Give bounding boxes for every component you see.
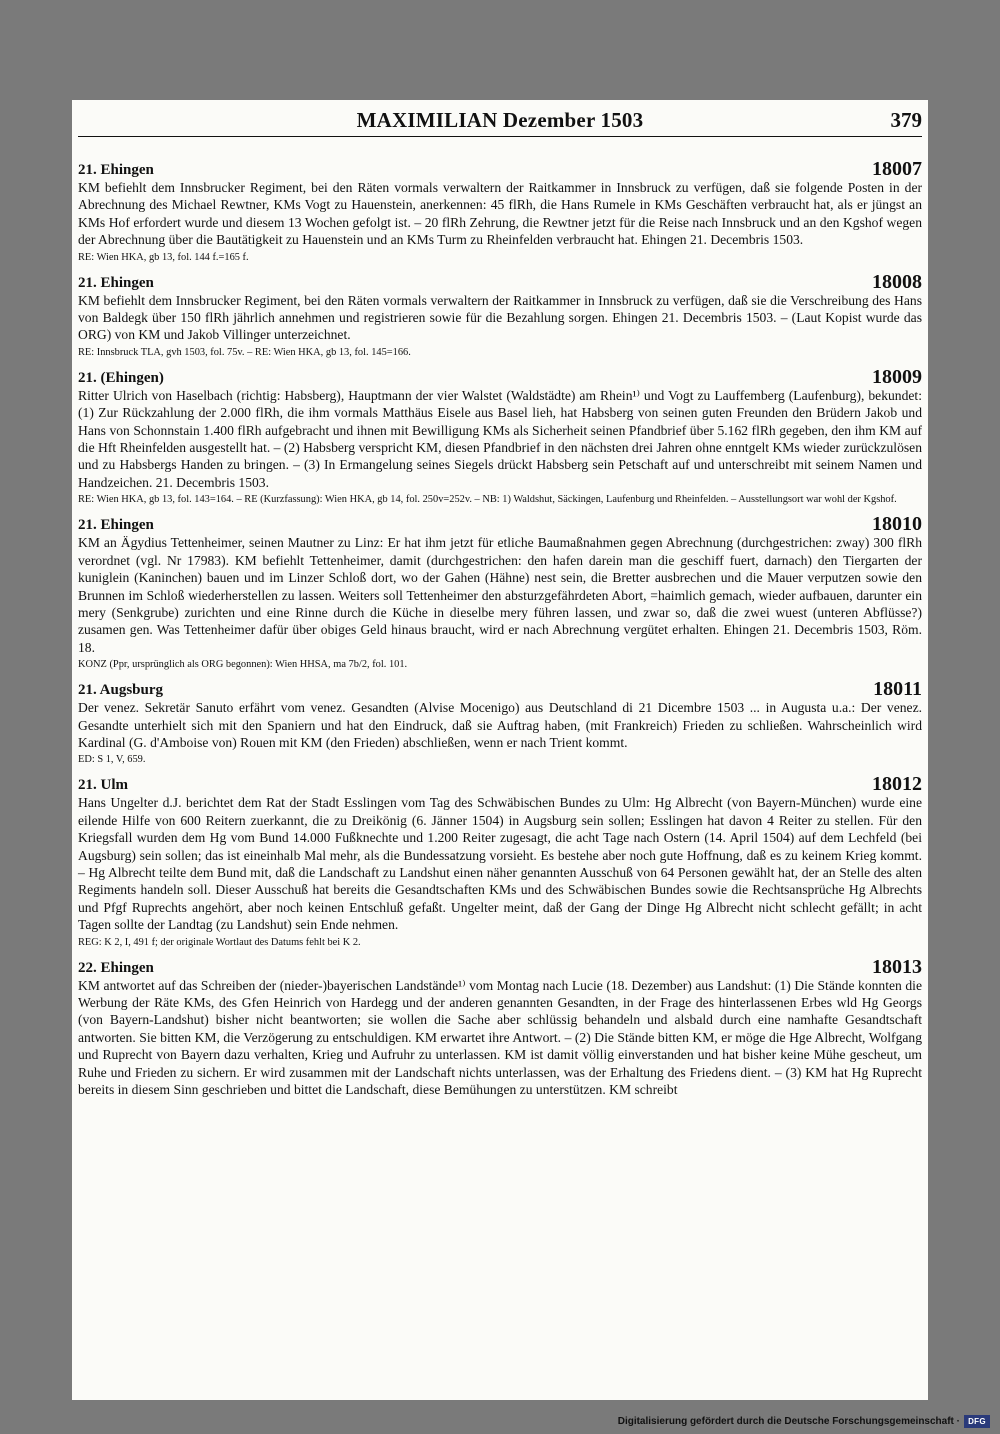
entry-18007 bbox=[78, 160, 922, 264]
entry-place: 21. Ehingen bbox=[78, 162, 154, 178]
entry-place: 21. Ehingen bbox=[78, 517, 154, 534]
page-footer bbox=[618, 1415, 990, 1428]
entry-18010 bbox=[78, 515, 922, 671]
entry-18009 bbox=[78, 365, 922, 506]
entry-number: 18010 bbox=[872, 513, 922, 536]
entry-source: REG: K 2, I, 491 f; der originale Wortlaut des Datums fehlt bei K 2. bbox=[78, 936, 361, 948]
entry-source: RE: Wien HKA, gb 13, fol. 143=164. – RE (Kurzfassung): Wien HKA, gb 14, fol. 250v=252v. – NB: 1) Waldshut, Säckingen, Laufenburg und Rheinfelden. – Ausstellungsort war wohl der Kgshof. bbox=[78, 494, 897, 506]
running-title: MAXIMILIAN Dezember 1503 bbox=[356, 108, 644, 132]
entry-source: RE: Innsbruck TLA, gvh 1503, fol. 75v. – RE: Wien HKA, gb 13, fol. 145=166. bbox=[78, 346, 411, 358]
entry-18013 bbox=[78, 955, 922, 1099]
entry-text: KM antwortet auf das Schreiben der (nieder-)bayerischen Landstände¹⁾ vom Montag nach Lucie (18. Dezember) aus Landshut: (1) Die Stände konnten die Werbung der Räte KMs, des Gfen Heinrich von Hardegg und der anderen genannten Gesandten, in der Frage des hinterlassenen Erbes wld Hg Georgs (von Bayern-Landshut) bisher nicht beantworten; sie wollen die Sache aber schlüssig behandeln und alsbald durch eine namhafte Gesandtschaft antworten. Sie bitten KM, die Verzögerung zu entschuldigen. KM erwartet ihre Antwort. – (2) Die Stände bitten KM, er möge die Hge Albrecht, Wolfgang und Ruprecht von Bayern dazu verhalten, Krieg und Aufruhr zu unterlassen. KM ist damit völlig einverstanden und hat bisher keine Mühe gescheut, um Ruhe und Frieden zu sichern. Er wird zusammen mit der Landschaft nichts unterlassen, was der Erhaltung des Friedens dient. – (3) KM hat Hg Ruprecht bereits in diesem Sinn geschrieben und bittet die Landschaft, diese Bemühungen zu unterstützen. KM schreibt bbox=[78, 977, 922, 1098]
entries-list bbox=[78, 160, 922, 1107]
dfg-logo-icon: DFG bbox=[964, 1415, 990, 1428]
entry-place: 21. (Ehingen) bbox=[78, 369, 164, 386]
entry-place: 21. Ulm bbox=[78, 777, 128, 794]
funding-credit: Digitalisierung gefördert durch die Deutsche Forschungsgemeinschaft · bbox=[617, 1416, 960, 1427]
entry-18008 bbox=[78, 270, 922, 359]
entry-number: 18008 bbox=[872, 270, 922, 293]
entry-18012 bbox=[78, 775, 922, 948]
entry-source: KONZ (Ppr, ursprünglich als ORG begonnen): Wien HHSA, ma 7b/2, fol. 101. bbox=[78, 659, 408, 671]
entry-text: Hans Ungelter d.J. berichtet dem Rat der Stadt Esslingen vom Tag des Schwäbischen Bundes zu Ulm: Hg Albrecht (von Bayern-München) wurde eine eilende Hilfe von 600 Reitern zuerkannt, die zu Dreikönig (6. Jänner 1504) in Augsburg sein sollen; Esslingen hat davon 4 Reiter zu stellen. Für den Kriegsfall wurden dem Hg vom Bund 14.000 Fußknechte und 1.200 Reiter zugesagt, die acht Tage nach Ostern (14. April 1504) auf dem Lechfeld (bei Augsburg) sein sollen; das ist eineinhalb Mal mehr, als die Bundessatzung vorsieht. Es bestehe aber noch gute Hoffnung, daß es zu keinem Krieg kommt. – Hg Albrecht teilte dem Bund mit, daß die Landschaft zu Landshut einen näher genannten Ausschuß von 64 Personen gewählt hat, der an Stelle des alten Regiments handeln soll. Dieser Ausschuß hat bereits die Gesandtschaften KMs und des Schwäbischen Bundes sowie die Rechtsansprüche Hg Albrechts und Pfgf Ruprechts angehört, aber noch keinen Entschluß gefaßt. Ungelter meint, daß der Gang der Dinge Hg Albrecht nicht schlecht gefällt; in acht Tagen sollte der Landtag (zu Landshut) sein Ende nehmen. bbox=[78, 795, 922, 933]
entry-18011 bbox=[78, 680, 922, 766]
entry-number: 18013 bbox=[872, 955, 922, 978]
entry-place: 21. Augsburg bbox=[78, 682, 164, 699]
entry-number: 18007 bbox=[872, 158, 922, 180]
entry-source: RE: Wien HKA, gb 13, fol. 144 f.=165 f. bbox=[78, 251, 249, 263]
page-number: 379 bbox=[890, 108, 922, 132]
entry-text: Ritter Ulrich von Haselbach (richtig: Habsberg), Hauptmann der vier Walstet (Waldstädte) am Rhein¹⁾ und Vogt zu Lauffemberg (Laufenburg), bekundet: (1) Zur Rückzahlung der 2.000 flRh, die ihm vormals Matthäus Eisele aus Basel lieh, hat Habsberg von seinen guten Freunden den Brüdern Jakob und Hans von Schonnstain 1.400 flRh aufgebracht und ihnen mit Bewilligung KMs als Sicherheit seinen Pfandbrief über 5.162 flRh gegeben, den ihm KM auf die Hft Rheinfelden ausgestellt hat. – (2) Habsberg verspricht KM, diesen Pfandbrief in den nächsten drei Jahren ohne enntgelt KMs wieder zurückzulösen und zu Habsbergs Handen zu bringen. – (3) In Ermangelung seines Siegels drückt Habsberg sein Petschaft auf und unterschreibt mit seinem Namen und Handzeichen. 21. Decembris 1503. bbox=[78, 387, 922, 490]
document-page bbox=[72, 100, 928, 1400]
entry-source: ED: S 1, V, 659. bbox=[78, 754, 146, 766]
entry-place: 22. Ehingen bbox=[78, 959, 154, 976]
entry-text: KM befiehlt dem Innsbrucker Regiment, bei den Räten vormals verwaltern der Raitkammer in Innsbruck zu verfügen, daß sie die Verschreibung des Hans von Baldegk über 150 flRh jährlich annehmen und registrieren sowie für die Bezahlung sorgen. Ehingen 21. Decembris 1503. – (Laut Kopist wurde das ORG) von KM und Jakob Villinger unterzeichnet. bbox=[78, 292, 922, 343]
entry-text: Der venez. Sekretär Sanuto erfährt vom venez. Gesandten (Alvise Mocenigo) aus Deutschland di 21 Dicembre 1503 ... in Augusta u.a.: Der venez. Gesandte unterhielt sich mit den Spaniern und hat den Eindruck, daß sie Auftrag haben, (mit Frankreich) Frieden zu schließen. Wahrscheinlich wird Kardinal (G. d'Amboise von) Rouen mit KM (den Frieden) abschließen, wenn er nach Trient kommt. bbox=[78, 700, 922, 750]
entry-number: 18009 bbox=[872, 365, 922, 388]
entry-text: KM befiehlt dem Innsbrucker Regiment, bei den Räten vormals verwaltern der Raitkammer in Innsbruck zu verfügen, daß sie folgende Posten in der Abrechnung des Michael Rewtner, KMs Vogt zu Hauenstein, anerkennen: 45 flRh, die Hans Rumele in KMs Geschäften verbraucht hat, als er jüngst an KMs Hof erfordert wurde und diesem 13 Wochen gefolgt ist. – 20 flRh Zehrung, die Rewtner jetzt für die Reise nach Innsbruck und an den Kgshof wegen der Abrechnung über die Bautätigkeit zu Hauenstein und an KMs Turm zu Rheinfelden verbraucht hat. Ehingen 21. Decembris 1503. bbox=[78, 180, 922, 248]
entry-number: 18011 bbox=[873, 678, 922, 701]
page-header bbox=[78, 106, 922, 137]
entry-place: 21. Ehingen bbox=[78, 274, 154, 291]
entry-number: 18012 bbox=[872, 773, 922, 796]
entry-text: KM an Ägydius Tettenheimer, seinen Mautner zu Linz: Er hat ihm jetzt für etliche Baumaßnahmen gegen Abrechnung (durchgestrichen: zway) 300 flRh verordnet (vgl. Nr 17983). KM befiehlt Tettenheimer, damit (durchgestrichen: den hafen darein man die geschiff fuert, darnach) den Tiergarten der kuniglein (Kaninchen) bauen und im Linzer Schloß dort, wo der Gahen (Hähne) nest sein, die Bretter ausbrechen und die Mauer verputzen sowie den Brunnen im Schloß wiederherstellen zu lassen. Weiters soll Tettenheimer den absturzgefährdeten Abort, =haimlich gemach, wieder aufbauen, darunter ein mery (Senkgrube) zurichten und eine Rinne durch die Küche in dieselbe mery führen lassen, und zwar so, daß die zwei wuest (unteren Abflüsse?) zusamen gen. Was Tettenheimer dafür über obiges Geld hinaus braucht, wird er nach Abrechnung vergütet erhalten. Ehingen 21. Decembris 1503, Röm. 18. bbox=[78, 535, 922, 655]
